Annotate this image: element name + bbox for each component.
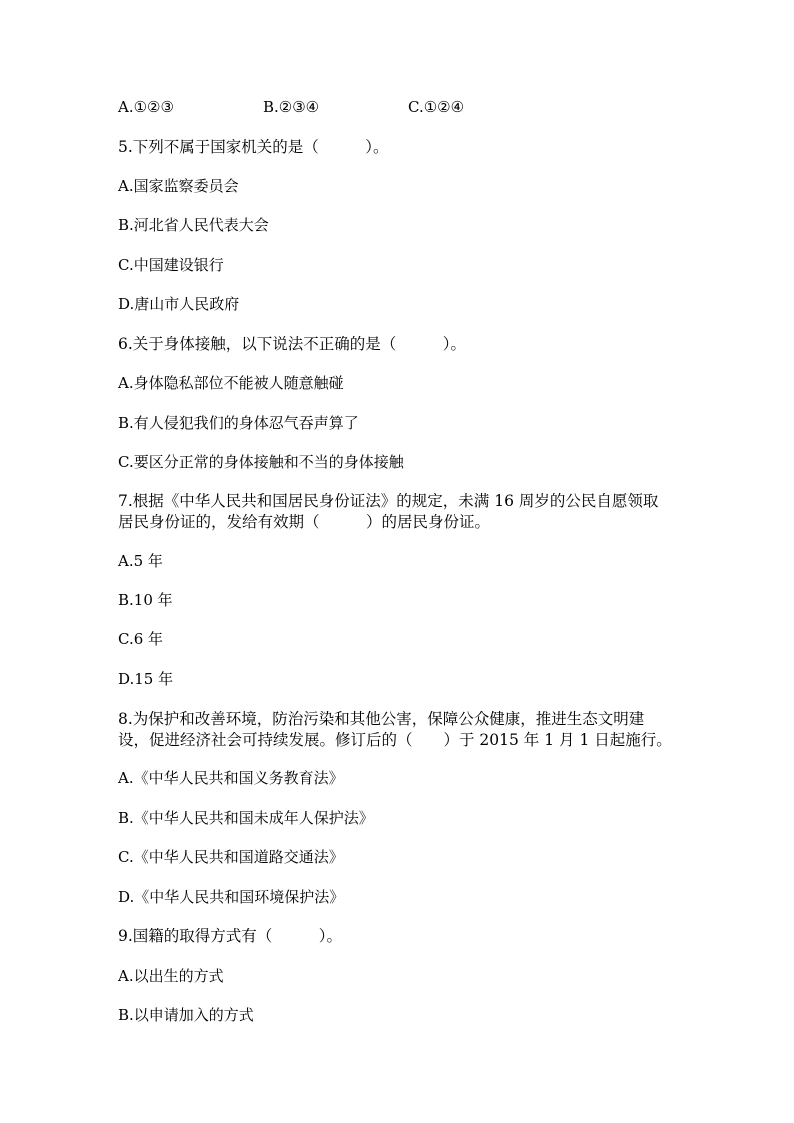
question-6-option-b: B.有人侵犯我们的身体忍气吞声算了: [118, 414, 359, 432]
question-8-option-c: C.《中华人民共和国道路交通法》: [118, 848, 344, 866]
question-5-option-c: C.中国建设银行: [118, 256, 224, 274]
question-9-stem: 9.国籍的取得方式有（ ）。: [118, 927, 343, 945]
question-8-stem-line-2: 设，促进经济社会可持续发展。修订后的（ ）于 2015 年 1 月 1 日起施行。: [118, 731, 672, 749]
option-b: B.②③④: [263, 98, 320, 116]
option-c: C.①②④: [408, 98, 465, 116]
question-7-option-c: C.6 年: [118, 630, 164, 648]
question-7-option-b: B.10 年: [118, 591, 173, 609]
question-5-option-a: A.国家监察委员会: [118, 177, 239, 195]
question-6-stem: 6.关于身体接触，以下说法不正确的是（ ）。: [118, 335, 467, 353]
question-8-stem-line-1: 8.为保护和改善环境，防治污染和其他公害，保障公众健康，推进生态文明建: [118, 710, 645, 728]
question-5-stem: 5.下列不属于国家机关的是（ ）。: [118, 138, 389, 156]
option-a: A.①②③: [118, 98, 174, 116]
question-8-option-d: D.《中华人民共和国环境保护法》: [118, 888, 345, 906]
inline-option-row: [118, 97, 678, 117]
question-5-option-d: D.唐山市人民政府: [118, 295, 240, 313]
question-6-option-c: C.要区分正常的身体接触和不当的身体接触: [118, 453, 404, 471]
question-7-option-d: D.15 年: [118, 670, 174, 688]
question-7-option-a: A.5 年: [118, 552, 163, 570]
question-9-option-b: B.以申请加入的方式: [118, 1006, 254, 1024]
question-8-option-a: A.《中华人民共和国义务教育法》: [118, 769, 344, 787]
question-9-option-a: A.以出生的方式: [118, 967, 224, 985]
question-7-stem-line-1: 7.根据《中华人民共和国居民身份证法》的规定，未满 16 周岁的公民自愿领取: [118, 492, 659, 510]
question-5-option-b: B.河北省人民代表大会: [118, 216, 269, 234]
question-7-stem-line-2: 居民身份证的，发给有效期（ ）的居民身份证。: [118, 513, 491, 531]
question-6-option-a: A.身体隐私部位不能被人随意触碰: [118, 374, 344, 392]
question-8-option-b: B.《中华人民共和国未成年人保护法》: [118, 809, 374, 827]
